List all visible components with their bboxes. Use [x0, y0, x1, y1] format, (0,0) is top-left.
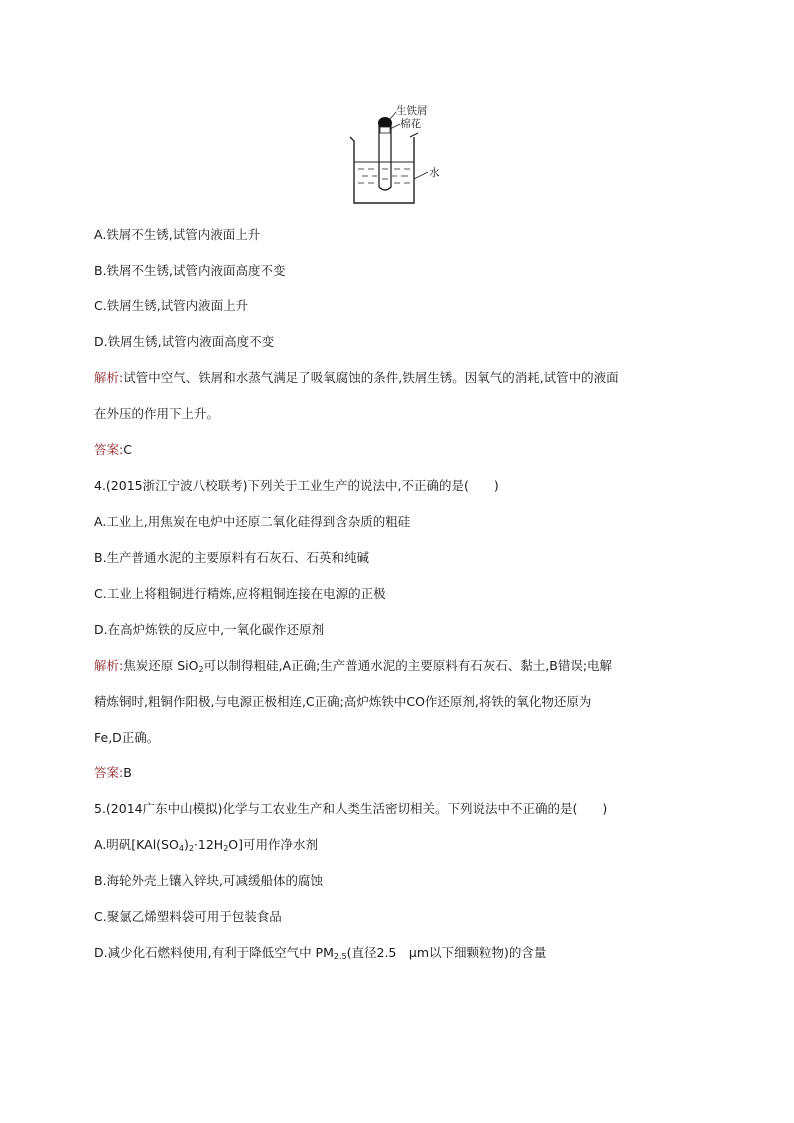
analysis-label: 解析: [94, 370, 124, 385]
q5-stem: 5.(2014广东中山模拟)化学与工农业生产和人类生活密切相关。下列说法中不正确的是( ) [94, 801, 608, 816]
q4-option-b: B.生产普通水泥的主要原料有石灰石、石英和纯碱 [94, 550, 370, 565]
q5-option-a: A.明矾$[KAl(SO_4)_2\cdot 12H_2O]$可用作净水剂 [94, 837, 319, 853]
label-iron-filings: 生铁屑 [396, 105, 428, 117]
q3-analysis-line1: 解析:试管中空气、铁屑和水蒸气满足了吸氧腐蚀的条件,铁屑生锈。因氧气的消耗,试管中的液面 [94, 370, 619, 385]
q4-analysis-line3: Fe,D正确。 [94, 730, 160, 745]
q4-option-a: A.工业上,用焦炭在电炉中还原二氧化硅得到含杂质的粗硅 [94, 514, 411, 529]
label-water: 水 [429, 167, 440, 179]
experiment-figure [344, 103, 454, 207]
q4-answer: 答案:B [94, 765, 132, 780]
beaker-spout [410, 133, 418, 137]
q3-option-d: D.铁屑生锈,试管内液面高度不变 [94, 334, 275, 349]
q3-answer: 答案:C [94, 442, 132, 457]
beaker-test-tube-diagram [344, 103, 454, 207]
beaker-outline [350, 137, 414, 203]
water-dashes [358, 169, 410, 183]
answer-label: 答案: [94, 765, 124, 780]
q4-analysis-line1: 解析:焦炭还原 SiO$_2$可以制得粗硅,A正确;生产普通水泥的主要原料有石灰石、黏土,B错误;电解 [94, 658, 613, 674]
analysis-label: 解析: [94, 658, 124, 673]
q4-analysis-line2: 精炼铜时,粗铜作阳极,与电源正极相连,C正确;高炉炼铁中CO作还原剂,将铁的氧化物还原为 [94, 694, 592, 709]
q4-option-c: C.工业上将粗铜进行精炼,应将粗铜连接在电源的正极 [94, 586, 386, 601]
q4-stem: 4.(2015浙江宁波八校联考)下列关于工业生产的说法中,不正确的是( ) [94, 478, 499, 493]
label-cotton: 棉花 [400, 118, 421, 130]
q5-option-c: C.聚氯乙烯塑料袋可用于包装食品 [94, 909, 282, 924]
q3-analysis-line2: 在外压的作用下上升。 [94, 406, 220, 421]
q3-option-a: A.铁屑不生锈,试管内液面上升 [94, 227, 261, 242]
q3-option-b: B.铁屑不生锈,试管内液面高度不变 [94, 263, 286, 278]
q4-option-d: D.在高炉炼铁的反应中,一氧化碳作还原剂 [94, 622, 325, 637]
test-tube [379, 125, 391, 190]
answer-label: 答案: [94, 442, 124, 457]
q5-option-d: D.减少化石燃料使用,有利于降低空气中 $PM_{2.5}$(直径2.5 μm以下细颗粒物)的含量 [94, 945, 547, 961]
cotton [380, 127, 390, 133]
q5-option-b: B.海轮外壳上镶入锌块,可减缓船体的腐蚀 [94, 873, 324, 888]
q3-option-c: C.铁屑生锈,试管内液面上升 [94, 298, 249, 313]
